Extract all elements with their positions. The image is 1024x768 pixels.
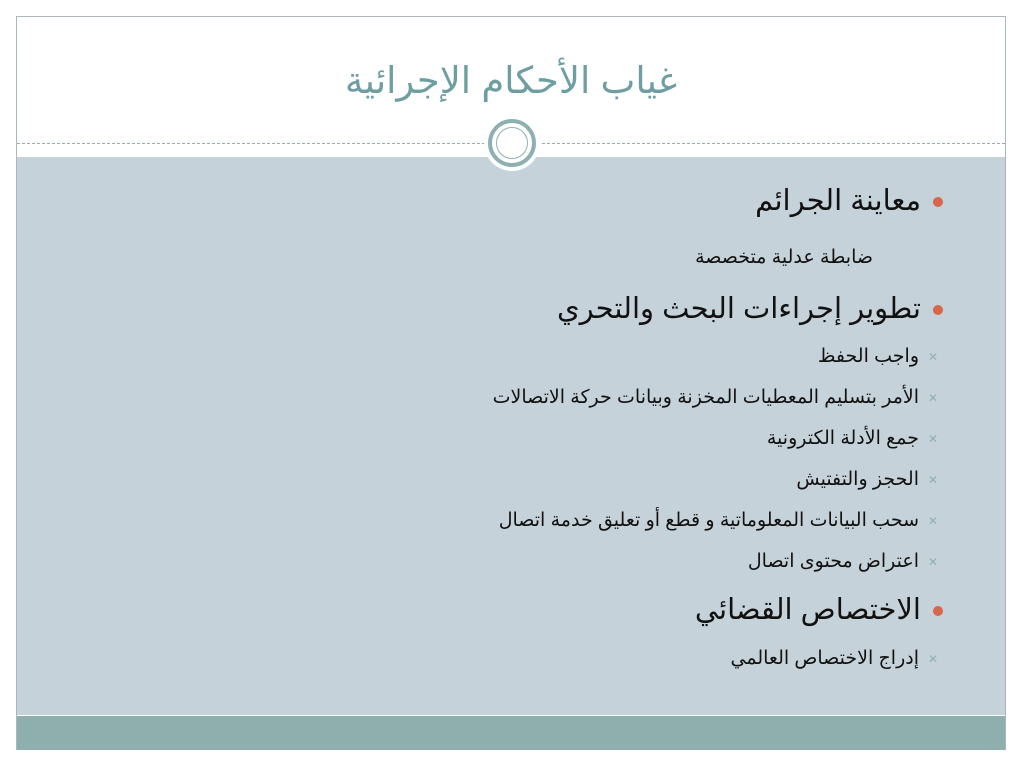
bullet-dot-icon [933,606,943,616]
list-item [818,345,939,368]
list-item-text: الأمر بتسليم المعطيات المخزنة وبيانات حركة الاتصالات [492,387,919,408]
sub-bullet-mark-icon: ✕ [927,472,939,487]
list-item-text: معاينة الجرائم [755,185,921,217]
sub-bullet-mark-icon: ✕ [927,431,939,446]
slide-title: غياب الأحكام الإجرائية [344,60,678,101]
list-item [748,550,939,573]
slide [16,16,1006,750]
list-item-text: الاختصاص القضائي [694,594,921,626]
list-item [796,468,939,491]
list-item-text: جمع الأدلة الكترونية [766,428,919,449]
list-item-text: اعتراض محتوى اتصال [747,551,919,572]
bullet-dot-icon [933,305,943,315]
sub-bullet-mark-icon: ✕ [927,651,939,666]
sub-bullet-mark-icon: ✕ [927,554,939,569]
sub-bullet-mark-icon: ✕ [927,390,939,405]
list-item [493,386,939,409]
list-item-text: سحب البيانات المعلوماتية و قطع أو تعليق خدمة اتصال [498,510,919,531]
list-item-text: واجب الحفظ [817,346,919,367]
ring-icon [484,115,540,171]
bullet-dot-icon [933,197,943,207]
content-area [17,157,1005,715]
list-item [767,427,939,450]
list-item [695,592,943,627]
list-item [695,246,873,269]
list-item-text: ضابطة عدلية متخصصة [695,247,873,268]
list-item-text: إدراج الاختصاص العالمي [730,648,919,669]
list-item-text: الحجز والتفتيش [796,469,919,490]
list-item [557,291,943,326]
sub-bullet-mark-icon: ✕ [927,349,939,364]
list-item [755,183,943,218]
footer-band [17,716,1005,750]
sub-bullet-mark-icon: ✕ [927,513,939,528]
list-item [499,509,939,532]
list-item-text: تطوير إجراءات البحث والتحري [556,293,921,325]
list-item [731,647,939,670]
